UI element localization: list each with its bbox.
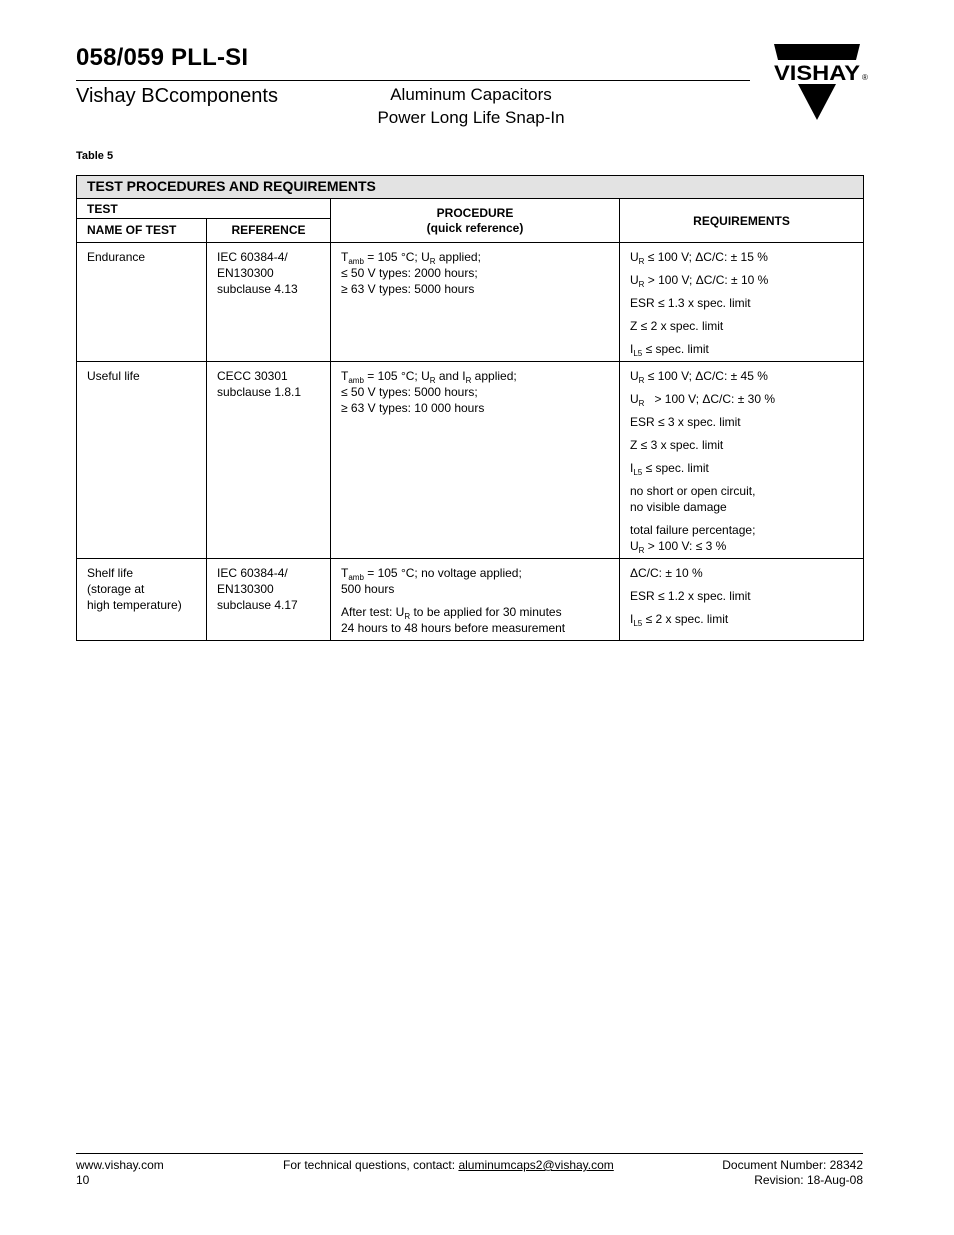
reference-cell xyxy=(207,559,331,641)
requirement-line: $U_R > 100$ V; ΔC/C: ± 30 % xyxy=(630,392,775,408)
revision-date: Revision: 18-Aug-08 xyxy=(754,1173,863,1187)
header-procedure-line-2: (quick reference) xyxy=(426,220,524,235)
procedure-line: 500 hours xyxy=(341,582,395,596)
footer-website[interactable]: www.vishay.com xyxy=(76,1158,164,1172)
procedure-cell xyxy=(331,559,620,641)
requirement-line: total failure percentage; $U_R > 100$ V: ≤ 3 % xyxy=(630,523,756,555)
logo-registered-mark: ® xyxy=(862,73,868,82)
reference-line: subclause 4.17 xyxy=(217,598,298,612)
procedure-line: ≥ 63 V types: 10 000 hours xyxy=(341,401,485,415)
test-name-line: (storage at xyxy=(87,582,145,596)
procedure-condition: $T_{amb} = 105$ °C; $U_R$ and $I_R$ applied; xyxy=(341,369,517,385)
requirement-line: ESR ≤ 3 x spec. limit xyxy=(630,415,741,429)
requirements-cell xyxy=(620,559,864,641)
requirement-line: Z ≤ 2 x spec. limit xyxy=(630,319,724,333)
procedure-block xyxy=(341,565,609,597)
footer-contact xyxy=(283,1158,614,1173)
requirement-line: $I_{L5} \le 2$ x spec. limit xyxy=(630,612,729,628)
table-row xyxy=(77,243,864,362)
document-number: Document Number: 28342 xyxy=(722,1158,863,1172)
company-name: Vishay BCcomponents xyxy=(76,85,278,107)
test-name-line: high temperature) xyxy=(87,598,182,612)
reference-cell xyxy=(207,243,331,362)
requirement-line: Z ≤ 3 x spec. limit xyxy=(630,438,724,452)
reference-line: IEC 60384-4/ xyxy=(217,250,288,264)
requirement-line: $I_{L5}$ ≤ spec. limit xyxy=(630,342,709,358)
reference-line: CECC 30301 xyxy=(217,369,288,383)
product-description xyxy=(356,83,586,129)
logo-wordmark: VISHAY xyxy=(774,62,860,85)
procedure-cell xyxy=(331,362,620,559)
header-test: TEST xyxy=(77,199,331,219)
test-name-cell xyxy=(77,559,207,641)
reference-cell xyxy=(207,362,331,559)
requirement-line: $U_R \le 100$ V; ΔC/C: ± 15 % xyxy=(630,250,768,266)
table-title-row xyxy=(77,176,864,199)
procedure-line: ≥ 63 V types: 5000 hours xyxy=(341,282,475,296)
test-name-cell xyxy=(77,362,207,559)
table-title: TEST PROCEDURES AND REQUIREMENTS xyxy=(77,176,864,199)
reference-line: EN130300 xyxy=(217,266,274,280)
procedure-cell xyxy=(331,243,620,362)
procedure-condition: $T_{amb} = 105$ °C; no voltage applied; xyxy=(341,566,522,582)
requirement-line: $U_R > 100$ V; ΔC/C: ± 10 % xyxy=(630,273,769,289)
reference-line: EN130300 xyxy=(217,582,274,596)
procedure-after-test: After test: $U_R$ to be applied for 30 minutes 24 hours to 48 hours before measurement xyxy=(341,605,566,635)
requirement-line: no short or open circuit, no visible damage xyxy=(630,484,756,514)
header-rule xyxy=(76,80,750,81)
table-row xyxy=(77,559,864,641)
procedure-line: ≤ 50 V types: 5000 hours; xyxy=(341,385,478,399)
header-procedure xyxy=(331,199,620,243)
procedure-line: ≤ 50 V types: 2000 hours; xyxy=(341,266,478,280)
procedure-condition: $T_{amb} = 105$ °C; $U_R$ applied; xyxy=(341,250,481,266)
header-reference: REFERENCE xyxy=(207,219,331,243)
requirement-line: $I_{L5}$ ≤ spec. limit xyxy=(630,461,709,477)
test-name: Shelf life xyxy=(87,566,134,580)
test-name-cell xyxy=(77,243,207,362)
header-requirements: REQUIREMENTS xyxy=(620,199,864,243)
table-caption: Table 5 xyxy=(76,150,114,162)
footer-rule xyxy=(76,1153,863,1154)
contact-email-link[interactable]: aluminumcaps2@vishay.com xyxy=(458,1158,614,1172)
requirements-cell xyxy=(620,362,864,559)
requirement-line: ESR ≤ 1.3 x spec. limit xyxy=(630,296,751,310)
reference-line: subclause 4.13 xyxy=(217,282,298,296)
document-title: 058/059 PLL-SI xyxy=(76,44,249,71)
requirements-cell xyxy=(620,243,864,362)
requirement-line: $U_R \le 100$ V; ΔC/C: ± 45 % xyxy=(630,369,768,385)
header-row-1 xyxy=(77,199,864,219)
page-number: 10 xyxy=(76,1173,90,1187)
test-name: Useful life xyxy=(87,369,140,383)
test-procedures-table xyxy=(76,175,864,641)
requirement-line: ESR ≤ 1.2 x spec. limit xyxy=(630,589,751,603)
header-name-of-test: NAME OF TEST xyxy=(77,219,207,243)
logo-triangle xyxy=(798,84,836,120)
product-line-2: Power Long Life Snap-In xyxy=(377,108,565,127)
header-procedure-line-1: PROCEDURE xyxy=(436,205,514,220)
logo-top-bar xyxy=(774,44,860,60)
test-name: Endurance xyxy=(87,250,146,264)
table-row xyxy=(77,362,864,559)
product-line-1: Aluminum Capacitors xyxy=(390,85,552,104)
reference-line: IEC 60384-4/ xyxy=(217,566,288,580)
requirement-line: ΔC/C: ± 10 % xyxy=(630,566,703,580)
contact-prefix: For technical questions, contact: xyxy=(283,1158,459,1172)
vishay-logo xyxy=(768,44,866,120)
reference-line: subclause 1.8.1 xyxy=(217,385,302,399)
